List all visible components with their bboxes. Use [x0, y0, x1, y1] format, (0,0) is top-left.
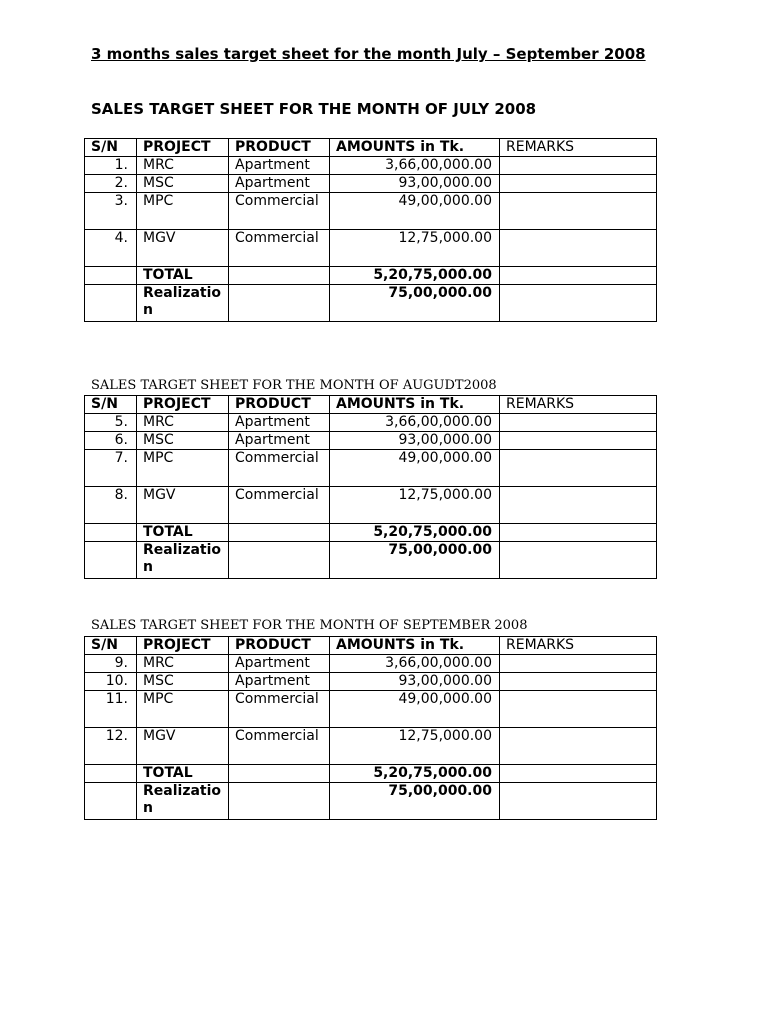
cell-sn: 7.	[85, 450, 137, 487]
cell-amount: 12,75,000.00	[330, 230, 500, 267]
table-row	[85, 432, 657, 450]
column-header-remarks: REMARKS	[500, 139, 657, 157]
total-row	[85, 267, 657, 285]
cell-sn: 8.	[85, 487, 137, 524]
cell-amount: 49,00,000.00	[330, 193, 500, 230]
document-title: 3 months sales target sheet for the month July – September 2008	[91, 45, 646, 63]
cell-product	[229, 267, 330, 285]
cell-amount: 49,00,000.00	[330, 450, 500, 487]
realization-amount: 75,00,000.00	[330, 285, 500, 322]
realization-amount: 75,00,000.00	[330, 542, 500, 579]
total-label: TOTAL	[137, 765, 229, 783]
column-header-remarks: REMARKS	[500, 396, 657, 414]
table-header-row	[85, 637, 657, 655]
cell-sn: 5.	[85, 414, 137, 432]
sales-table-september	[84, 636, 657, 820]
cell-product: Apartment	[229, 175, 330, 193]
cell-remarks	[500, 542, 657, 579]
cell-product: Apartment	[229, 414, 330, 432]
cell-product	[229, 765, 330, 783]
cell-project: MPC	[137, 193, 229, 230]
column-header-product: PRODUCT	[229, 637, 330, 655]
section-heading-july: SALES TARGET SHEET FOR THE MONTH OF JULY 2008	[91, 100, 537, 118]
cell-remarks	[500, 175, 657, 193]
cell-remarks	[500, 655, 657, 673]
cell-remarks	[500, 432, 657, 450]
cell-amount: 93,00,000.00	[330, 175, 500, 193]
cell-amount: 93,00,000.00	[330, 673, 500, 691]
cell-sn: 2.	[85, 175, 137, 193]
column-header-remarks: REMARKS	[500, 637, 657, 655]
cell-sn: 6.	[85, 432, 137, 450]
cell-remarks	[500, 728, 657, 765]
cell-product: Apartment	[229, 655, 330, 673]
cell-project: MRC	[137, 414, 229, 432]
cell-sn: 3.	[85, 193, 137, 230]
column-header-amount: AMOUNTS in Tk.	[330, 139, 500, 157]
cell-amount: 3,66,00,000.00	[330, 414, 500, 432]
cell-remarks	[500, 285, 657, 322]
cell-product: Apartment	[229, 157, 330, 175]
cell-product	[229, 285, 330, 322]
cell-sn	[85, 524, 137, 542]
cell-remarks	[500, 765, 657, 783]
cell-project: MGV	[137, 487, 229, 524]
total-amount: 5,20,75,000.00	[330, 524, 500, 542]
cell-remarks	[500, 487, 657, 524]
sales-table-july	[84, 138, 657, 322]
cell-sn: 9.	[85, 655, 137, 673]
cell-sn	[85, 285, 137, 322]
cell-sn	[85, 765, 137, 783]
cell-project: MRC	[137, 655, 229, 673]
table-row	[85, 728, 657, 765]
column-header-sn: S/N	[85, 396, 137, 414]
cell-product: Commercial	[229, 728, 330, 765]
cell-sn	[85, 542, 137, 579]
table-row	[85, 175, 657, 193]
realization-label: Realization	[137, 285, 229, 322]
cell-product: Commercial	[229, 691, 330, 728]
column-header-amount: AMOUNTS in Tk.	[330, 396, 500, 414]
cell-amount: 93,00,000.00	[330, 432, 500, 450]
cell-product: Commercial	[229, 450, 330, 487]
cell-amount: 12,75,000.00	[330, 487, 500, 524]
cell-sn: 12.	[85, 728, 137, 765]
cell-remarks	[500, 267, 657, 285]
cell-amount: 3,66,00,000.00	[330, 655, 500, 673]
cell-remarks	[500, 524, 657, 542]
total-row	[85, 765, 657, 783]
column-header-sn: S/N	[85, 637, 137, 655]
cell-product	[229, 542, 330, 579]
realization-label: Realization	[137, 783, 229, 820]
table-row	[85, 450, 657, 487]
column-header-product: PRODUCT	[229, 396, 330, 414]
cell-product: Apartment	[229, 673, 330, 691]
cell-amount: 12,75,000.00	[330, 728, 500, 765]
table-row	[85, 230, 657, 267]
table-row	[85, 487, 657, 524]
realization-row	[85, 542, 657, 579]
cell-project: MPC	[137, 691, 229, 728]
cell-remarks	[500, 414, 657, 432]
table-header-row	[85, 139, 657, 157]
cell-remarks	[500, 673, 657, 691]
cell-project: MRC	[137, 157, 229, 175]
cell-sn: 4.	[85, 230, 137, 267]
cell-product: Apartment	[229, 432, 330, 450]
cell-remarks	[500, 450, 657, 487]
cell-remarks	[500, 230, 657, 267]
cell-sn	[85, 783, 137, 820]
table-header-row	[85, 396, 657, 414]
column-header-product: PRODUCT	[229, 139, 330, 157]
column-header-amount: AMOUNTS in Tk.	[330, 637, 500, 655]
cell-product: Commercial	[229, 193, 330, 230]
table-row	[85, 673, 657, 691]
cell-product	[229, 783, 330, 820]
cell-project: MGV	[137, 728, 229, 765]
total-label: TOTAL	[137, 267, 229, 285]
column-header-project: PROJECT	[137, 139, 229, 157]
cell-remarks	[500, 783, 657, 820]
table-row	[85, 157, 657, 175]
table-row	[85, 691, 657, 728]
cell-sn: 10.	[85, 673, 137, 691]
cell-project: MSC	[137, 673, 229, 691]
cell-project: MSC	[137, 432, 229, 450]
cell-remarks	[500, 193, 657, 230]
cell-remarks	[500, 691, 657, 728]
cell-product: Commercial	[229, 487, 330, 524]
cell-project: MGV	[137, 230, 229, 267]
total-amount: 5,20,75,000.00	[330, 267, 500, 285]
cell-amount: 49,00,000.00	[330, 691, 500, 728]
cell-sn: 11.	[85, 691, 137, 728]
realization-row	[85, 285, 657, 322]
table-row	[85, 193, 657, 230]
cell-sn: 1.	[85, 157, 137, 175]
realization-row	[85, 783, 657, 820]
column-header-project: PROJECT	[137, 637, 229, 655]
total-label: TOTAL	[137, 524, 229, 542]
sales-table-august	[84, 395, 657, 579]
cell-project: MSC	[137, 175, 229, 193]
section-heading-september: SALES TARGET SHEET FOR THE MONTH OF SEPTEMBER 2008	[91, 618, 528, 633]
cell-remarks	[500, 157, 657, 175]
table-row	[85, 414, 657, 432]
cell-product	[229, 524, 330, 542]
cell-amount: 3,66,00,000.00	[330, 157, 500, 175]
table-row	[85, 655, 657, 673]
cell-product: Commercial	[229, 230, 330, 267]
column-header-project: PROJECT	[137, 396, 229, 414]
realization-amount: 75,00,000.00	[330, 783, 500, 820]
cell-sn	[85, 267, 137, 285]
cell-project: MPC	[137, 450, 229, 487]
realization-label: Realization	[137, 542, 229, 579]
total-amount: 5,20,75,000.00	[330, 765, 500, 783]
total-row	[85, 524, 657, 542]
section-heading-august: SALES TARGET SHEET FOR THE MONTH OF AUGUDT2008	[91, 378, 497, 393]
column-header-sn: S/N	[85, 139, 137, 157]
